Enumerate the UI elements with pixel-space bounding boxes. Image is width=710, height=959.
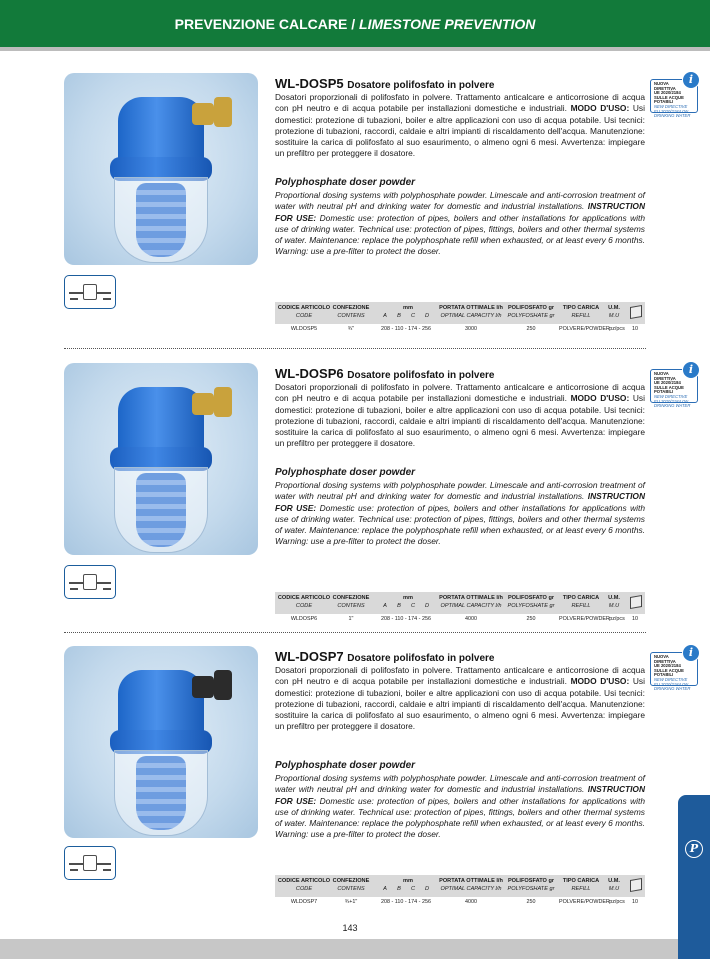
product-photo [64, 646, 258, 838]
product-photo [64, 363, 258, 555]
description-en-title: Polyphosphate doser powder [275, 467, 416, 478]
inlet-fitting [192, 393, 214, 415]
description-en: Proportional dosing systems with polyphosphate powder. Limescale and anti-corrosion treatment of water with neutral pH and drinking water for domestic and industrial installations. INSTRUCTION FOR USE: Domestic use: protection of pipes, boilers and other installations for applications with use of drinking water. Technical use: protection of pipes, fittings, boilers and other thermal systems of water. Maintenance: replace the polyphosphate refill when exhausted, or at least every 6 months. Warning: use a pre-filter to protect the doser. [275, 480, 645, 547]
package-cube-icon [630, 878, 642, 892]
section-title-en: LIMESTONE PREVENTION [359, 16, 536, 32]
outlet-fitting [214, 387, 232, 417]
table-row: WLDOSP7 ¾+1" 208 - 110 - 174 - 256 4000 250 POLVERE/POWDER pz/pcs 10 [290, 899, 638, 905]
title-separator: / [347, 16, 360, 32]
section-divider [64, 632, 646, 633]
p-logo-icon: P [685, 840, 703, 858]
eu-directive-badge: NUOVA DIRETTIVA UE 2020/2184 SULLE ACQUE POTABILI NEW DIRECTIVE EU 2020/2184 ON DRINKING WATER [650, 652, 698, 686]
inlet-fitting [192, 676, 214, 698]
page-number: 143 [342, 923, 358, 933]
spec-table-header: CODICE ARTICOLO CODE CONFEZIONE CONTENS mm A B C D PORTATA OTTIMALE l/h OPTIMAL CAPACITY l/h POLIFOSFATO gr POLYFOSHATE gr TIPO CARICA REFILL U.M. M.U [275, 302, 645, 324]
description-en-title: Polyphosphate doser powder [275, 177, 416, 188]
outlet-fitting [214, 97, 232, 127]
product-name: Dosatore polifosfato in polvere [347, 653, 495, 664]
description-en: Proportional dosing systems with polyphosphate powder. Limescale and anti-corrosion treatment of water with neutral pH and drinking water for domestic and industrial installations. INSTRUCTION FOR USE: Domestic use: protection of pipes, boilers and other installations for applications with use of drinking water. Technical use: protection of pipes, fittings, boilers and other thermal systems of water. Maintenance: replace the polyphosphate refill when exhausted, or at least every 6 months. Warning: use a pre-filter to protect the doser. [275, 773, 645, 840]
product-code: WL-DOSP5 [275, 76, 344, 91]
table-row: WLDOSP6 1" 208 - 110 - 174 - 256 4000 250 POLVERE/POWDER pz/pcs 10 [290, 616, 638, 622]
keyword-usage-en: INSTRUCTION FOR USE: [275, 784, 645, 806]
outlet-fitting [214, 670, 232, 700]
product-photo [64, 73, 258, 265]
spec-table-header: CODICE ARTICOLO CODE CONFEZIONE CONTENS mm A B C D PORTATA OTTIMALE l/h OPTIMAL CAPACITY l/h POLIFOSFATO gr POLYFOSHATE gr TIPO CARICA REFILL U.M. M.U [275, 592, 645, 614]
info-icon[interactable]: i [682, 644, 700, 662]
section-title-it: PREVENZIONE CALCARE [174, 16, 348, 32]
doser-core-shape [136, 473, 186, 547]
product-title [275, 649, 495, 664]
header-underline [0, 47, 710, 51]
description-it: Dosatori proporzionali di polifosfato in polvere. Trattamento anticalcare e anticorrosione di acqua con pH neutro e di acqua potabile per installazioni domestiche e industriali. MODO D'USO: Usi domestici: protezione di tubazioni, boiler e altre applicazioni con uso di acqua potabile. Usi tecnici: protezione di tubazioni, raccordi, caldaie e altri impianti di riscaldamento dell'acqua. Manutenzione: sostituire la carica di polifosfato al suo esaurimento, o almeno ogni 6 mesi. Avvertenza: impiegare un prefiltro per proteggere il dosatore. [275, 92, 645, 159]
section-title [0, 16, 710, 32]
installation-scheme-icon [64, 846, 116, 880]
info-icon[interactable]: i [682, 71, 700, 89]
spec-table [275, 302, 645, 334]
info-icon[interactable]: i [682, 361, 700, 379]
product-name: Dosatore polifosfato in polvere [347, 80, 495, 91]
side-category-tab[interactable] [678, 795, 710, 959]
spec-table-header: CODICE ARTICOLO CODE CONFEZIONE CONTENS mm A B C D PORTATA OTTIMALE l/h OPTIMAL CAPACITY l/h POLIFOSFATO gr POLYFOSHATE gr TIPO CARICA REFILL U.M. M.U [275, 875, 645, 897]
inlet-fitting [192, 103, 214, 125]
installation-scheme-icon [64, 275, 116, 309]
spec-table [275, 875, 645, 907]
keyword-usage-en: INSTRUCTION FOR USE: [275, 201, 645, 223]
eu-directive-badge: NUOVA DIRETTIVA UE 2020/2184 SULLE ACQUE POTABILI NEW DIRECTIVE EU 2020/2184 ON DRINKING WATER [650, 79, 698, 113]
product-name: Dosatore polifosfato in polvere [347, 370, 495, 381]
keyword-usage-it: MODO D'USO: [570, 393, 630, 404]
description-en-title: Polyphosphate doser powder [275, 760, 416, 771]
product-section [0, 73, 710, 353]
description-it: Dosatori proporzionali di polifosfato in polvere. Trattamento anticalcare e anticorrosione di acqua con pH neutro e di acqua potabile per installazioni domestiche e industriali. MODO D'USO: Usi domestici: protezione di tubazioni, boiler e altre applicazioni con uso di acqua potabile. Usi tecnici: protezione di tubazioni, raccordi, caldaie e altri impianti di riscaldamento dell'acqua. Manutenzione: sostituire la carica di polifosfato al suo esaurimento, o almeno ogni 6 mesi. Avvertenza: impiegare un prefiltro per proteggere il dosatore. [275, 382, 645, 449]
table-row: WLDOSP5 ¾" 208 - 110 - 174 - 256 3000 250 POLVERE/POWDER pz/pcs 10 [290, 326, 638, 332]
product-section [0, 646, 710, 926]
product-section [0, 363, 710, 643]
installation-scheme-icon [64, 565, 116, 599]
product-code: WL-DOSP7 [275, 649, 344, 664]
footer-bar [0, 939, 678, 959]
description-it: Dosatori proporzionali di polifosfato in polvere. Trattamento anticalcare e anticorrosione di acqua con pH neutro e di acqua potabile per installazioni domestiche e industriali. MODO D'USO: Usi domestici: protezione di tubazioni, boiler e altre applicazioni con uso di acqua potabile. Usi tecnici: protezione di tubazioni, raccordi, caldaie e altri impianti di riscaldamento dell'acqua. Manutenzione: sostituire la carica di polifosfato al suo esaurimento, o almeno ogni 6 mesi. Avvertenza: impiegare un prefiltro per proteggere il dosatore. [275, 665, 645, 732]
section-divider [64, 348, 646, 349]
spec-table [275, 592, 645, 624]
product-title [275, 366, 495, 381]
eu-directive-badge: NUOVA DIRETTIVA UE 2020/2184 SULLE ACQUE POTABILI NEW DIRECTIVE EU 2020/2184 ON DRINKING WATER [650, 369, 698, 403]
package-cube-icon [630, 595, 642, 609]
product-title [275, 76, 495, 91]
description-en: Proportional dosing systems with polyphosphate powder. Limescale and anti-corrosion treatment of water with neutral pH and drinking water for domestic and industrial installations. INSTRUCTION FOR USE: Domestic use: protection of pipes, boilers and other installations for applications with use of drinking water. Technical use: protection of pipes, fittings, boilers and other thermal systems of water. Maintenance: replace the polyphosphate refill when exhausted, or at least every 6 months. Warning: use a pre-filter to protect the doser. [275, 190, 645, 257]
doser-core-shape [136, 756, 186, 830]
product-code: WL-DOSP6 [275, 366, 344, 381]
package-cube-icon [630, 305, 642, 319]
doser-core-shape [136, 183, 186, 257]
keyword-usage-en: INSTRUCTION FOR USE: [275, 491, 645, 513]
keyword-usage-it: MODO D'USO: [570, 676, 630, 687]
keyword-usage-it: MODO D'USO: [570, 103, 630, 114]
